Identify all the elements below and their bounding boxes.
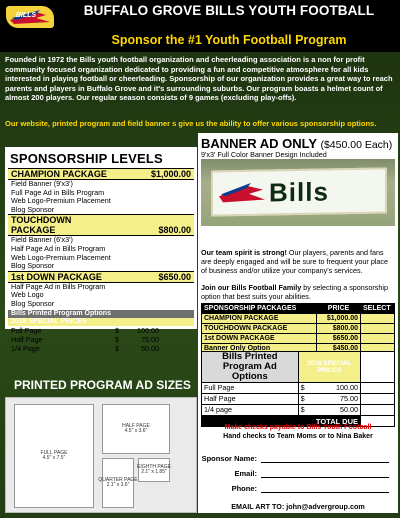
special-prices-label: 2018 SPECIAL PRICES [8, 318, 194, 326]
table-row [202, 394, 395, 405]
sponsorship-options-note: Our website, printed program and field banner s give us the ability to offer various sponsorship options. [5, 119, 377, 128]
bills-logo [6, 6, 54, 28]
package-header-first-down [8, 271, 194, 283]
total-label: TOTAL DUE [202, 416, 361, 427]
spirit-bold: Our team spirit is strong! [201, 248, 287, 257]
row-value [298, 383, 360, 394]
banner-text: Bills [269, 176, 329, 208]
package-price: $1,000.00 [150, 169, 191, 179]
col-header: PRICE [317, 304, 361, 314]
package-item: Half Page Ad in Bills Program [11, 243, 106, 253]
banner-title [201, 136, 392, 151]
row-name: Banner Only Option [202, 344, 317, 354]
sponsor-name-field[interactable] [261, 462, 389, 463]
table-row [202, 324, 395, 334]
select-cell[interactable] [361, 394, 395, 405]
eighth-page-box: EIGHTH PAGE 2.1" x 1.85" [138, 458, 170, 482]
row-price: $650.00 [317, 334, 361, 344]
row-price: $450.00 [317, 344, 361, 354]
package-name-line1: TOUCHDOWN [11, 215, 72, 226]
field-label: Phone: [231, 484, 257, 493]
package-item: Blog Sponsor [11, 261, 55, 271]
program-price-row [8, 326, 194, 335]
join-bold: Join our Bills Football Family [201, 283, 302, 292]
row-amount: 75.00 [340, 394, 358, 404]
intro-paragraph: Founded in 1972 the Bills youth football organization and cheerleading association is a non for profit community focused organization dedicated to providing a fun and competitive atmosphere for all kids interested in playing football or cheerleading. Sponsorship of our organization provides a great way to reach parents and players in Buffalo Grove and it's surrounding suburbs. Our program boasts a helmet count of almost 200 players. Our regular season consists of 9 games (excluding play-offs). [5, 55, 393, 102]
quarter-page-box: QUARTER PAGE 2.1" x 3.6" [102, 458, 134, 508]
half-page-box: HALF PAGE 4.5" x 3.6" [102, 404, 170, 454]
package-name: CHAMPION PACKAGE [11, 169, 107, 179]
field-label: Sponsor Name: [201, 454, 257, 463]
row-price: $1,000.00 [317, 314, 361, 324]
row-value [298, 405, 360, 416]
sponsorship-levels-panel [5, 147, 197, 354]
select-cell[interactable] [361, 314, 395, 324]
page-title: BUFFALO GROVE BILLS YOUTH FOOTBALL [83, 3, 375, 18]
payment-instructions [201, 423, 395, 441]
row-dollar: $ [115, 326, 119, 336]
row-value: 75.00 [141, 335, 159, 345]
join-rest: by selecting a sponsorship option that best suits your abilities. [201, 283, 388, 301]
logo-text: BILLS [15, 12, 37, 19]
package-name: 1st DOWN PACKAGE [11, 271, 102, 282]
buffalo-logo-icon [217, 180, 267, 207]
table-row [202, 334, 395, 344]
col-header: SPONSORSHIP PACKAGES [202, 304, 317, 314]
row-dollar: $ [300, 405, 305, 415]
select-cell[interactable] [361, 405, 395, 416]
package-item: Web Logo-Premium Placement [11, 252, 111, 262]
field-banner-image [211, 167, 387, 216]
ad-sizes-diagram [5, 397, 197, 513]
form-row [201, 481, 395, 493]
email-field[interactable] [261, 477, 389, 478]
banner-photo [201, 159, 395, 226]
join-text [201, 283, 395, 301]
page-subtitle: Sponsor the #1 Youth Football Program [111, 33, 347, 47]
program-options-heading: Bills Printed Program Options [8, 310, 194, 319]
package-item: Blog Sponsor [11, 298, 55, 308]
col-header: SELECT [361, 304, 395, 314]
table-row [202, 314, 395, 324]
package-item: Web Logo-Premium Placement [11, 196, 111, 206]
package-price: $800.00 [158, 225, 191, 236]
row-name: 1/4 page [202, 405, 299, 416]
select-cell[interactable] [361, 334, 395, 344]
package-item: Field Banner (6'x3') [11, 235, 73, 245]
package-item: Field Banner (9'x3') [11, 179, 73, 188]
package-item: Blog Sponsor [11, 204, 55, 214]
form-row [201, 466, 395, 478]
email-art-line: EMAIL ART TO: john@advergroup.com [231, 502, 365, 511]
select-cell[interactable] [361, 383, 395, 394]
ad-sizes-title: PRINTED PROGRAM AD SIZES [14, 378, 191, 392]
banner-caption: 9'x3' Full Color Banner Design Included [201, 150, 327, 159]
row-name: Half Page [11, 335, 43, 345]
banner-title-text: BANNER AD ONLY [201, 136, 317, 151]
program-table-heading: Bills Printed Program Ad Options [202, 352, 299, 383]
spirit-rest: Our players, parents and fans are deeply engaged and will be sure to frequent your place of business and/or utilize your company's services. [201, 248, 389, 275]
program-price-row [8, 344, 194, 353]
header-bar [0, 0, 400, 52]
checks-payable-line: Make checks payable to Bills Youth Football [224, 424, 372, 431]
package-header-touchdown [8, 214, 194, 236]
row-amount: 100.00 [336, 383, 358, 393]
program-price-row [8, 335, 194, 344]
table-row [202, 383, 395, 394]
special-prices-label: 2018 SPECIAL PRICES [298, 352, 360, 383]
form-row [201, 451, 395, 463]
hand-checks-line: Hand checks to Team Moms or to Nina Baker [223, 433, 373, 440]
row-dollar: $ [115, 335, 119, 345]
team-spirit-text [201, 248, 395, 275]
row-amount: 50.00 [340, 405, 358, 415]
row-value: 50.00 [141, 344, 159, 354]
row-name: Full Page [11, 326, 42, 336]
program-ad-table [201, 351, 395, 427]
row-name: TOUCHDOWN PACKAGE [202, 324, 317, 334]
row-price: $800.00 [317, 324, 361, 334]
package-price: $650.00 [158, 271, 191, 282]
package-name-line2: PACKAGE [11, 225, 56, 236]
banner-order-panel [198, 133, 398, 513]
row-name: Half Page [202, 394, 299, 405]
row-dollar: $ [300, 394, 305, 404]
row-value: 100.00 [137, 326, 159, 336]
package-item: Web Logo [11, 290, 44, 300]
row-name: 1st DOWN PACKAGE [202, 334, 317, 344]
package-item: Full Page Ad in Bills Program [11, 187, 105, 197]
row-name: Full Page [202, 383, 299, 394]
field-label: Email: [234, 469, 257, 478]
table-row [202, 405, 395, 416]
full-page-box: FULL PAGE 4.5" x 7.5" [14, 404, 94, 508]
package-item: Half Page Ad in Bills Program [11, 281, 106, 291]
row-name: CHAMPION PACKAGE [202, 314, 317, 324]
row-dollar: $ [115, 344, 119, 354]
levels-title: SPONSORSHIP LEVELS [10, 151, 163, 166]
packages-select-table [201, 303, 395, 354]
sponsor-form [201, 451, 395, 496]
phone-field[interactable] [261, 492, 389, 493]
row-value [298, 394, 360, 405]
row-dollar: $ [300, 383, 305, 393]
banner-price: ($450.00 Each) [320, 139, 393, 151]
blank-cell [361, 352, 395, 383]
select-cell[interactable] [361, 324, 395, 334]
row-name: 1/4 Page [11, 344, 40, 354]
